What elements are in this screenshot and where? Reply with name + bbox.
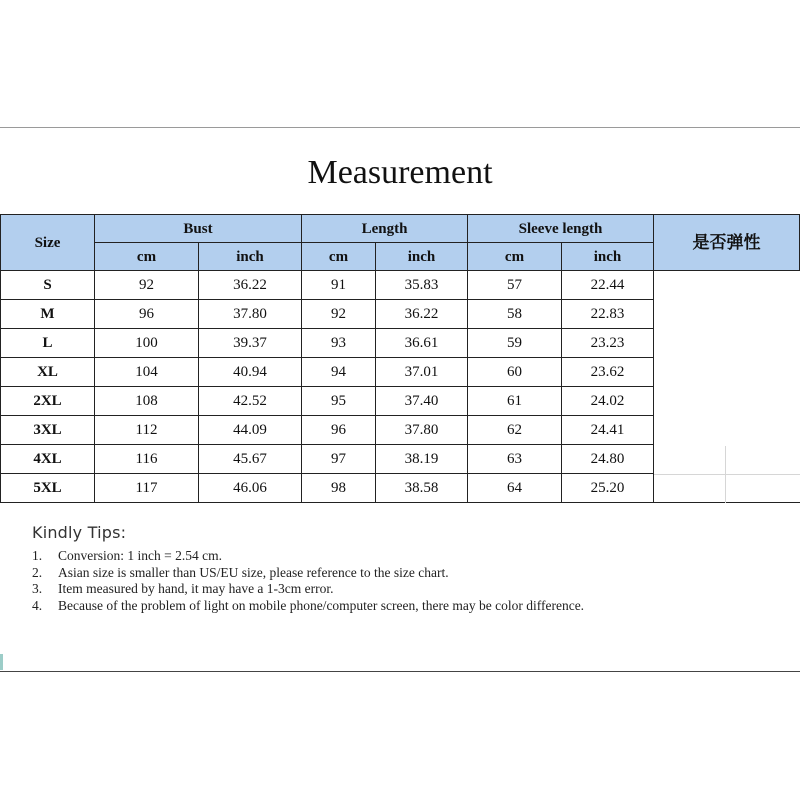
size-cell: M [1,300,95,329]
bust-inch-cell: 42.52 [199,387,302,416]
bust-inch-cell: 36.22 [199,271,302,300]
blank-cell [654,358,800,387]
length-cm-cell: 95 [302,387,376,416]
bust-cm-cell: 104 [95,358,199,387]
header-row-groups [1,215,800,243]
blank-cell [654,387,800,416]
sleeve-length-header: Sleeve length [468,215,654,243]
bust-inch-cell: 39.37 [199,329,302,358]
length-cm-cell: 92 [302,300,376,329]
bust-cm-cell: 116 [95,445,199,474]
sleeve-inch-cell: 25.20 [562,474,654,503]
table-row [1,271,800,300]
unit-header: inch [199,243,302,271]
sleeve-cm-cell: 61 [468,387,562,416]
sleeve-cm-cell: 57 [468,271,562,300]
size-cell: 4XL [1,445,95,474]
bust-inch-cell: 44.09 [199,416,302,445]
sleeve-cm-cell: 58 [468,300,562,329]
bust-cm-cell: 108 [95,387,199,416]
table-row [1,358,800,387]
bust-inch-cell: 45.67 [199,445,302,474]
tip-text: Conversion: 1 inch = 2.54 cm. [58,548,222,563]
length-cm-cell: 97 [302,445,376,474]
length-inch-cell: 36.61 [376,329,468,358]
length-cm-cell: 91 [302,271,376,300]
sleeve-inch-cell: 22.83 [562,300,654,329]
length-inch-cell: 38.58 [376,474,468,503]
sleeve-inch-cell: 24.41 [562,416,654,445]
unit-header: inch [562,243,654,271]
table-row [1,329,800,358]
bust-header: Bust [95,215,302,243]
tips-list [32,548,672,614]
unit-header: cm [468,243,562,271]
blank-cell [654,271,800,300]
sleeve-cm-cell: 59 [468,329,562,358]
blank-cell [654,445,800,474]
length-cm-cell: 93 [302,329,376,358]
sleeve-cm-cell: 62 [468,416,562,445]
table-row [1,387,800,416]
unit-header: inch [376,243,468,271]
sleeve-cm-cell: 60 [468,358,562,387]
table-row [1,445,800,474]
size-cell: 5XL [1,474,95,503]
size-cell: L [1,329,95,358]
tips-heading: Kindly Tips: [32,523,127,542]
sleeve-cm-cell: 63 [468,445,562,474]
sleeve-inch-cell: 23.23 [562,329,654,358]
bust-inch-cell: 37.80 [199,300,302,329]
tip-item [32,598,672,615]
table-row [1,474,800,503]
length-inch-cell: 35.83 [376,271,468,300]
bust-inch-cell: 40.94 [199,358,302,387]
tip-text: Item measured by hand, it may have a 1-3cm error. [58,581,334,596]
tip-number: 2. [32,564,43,580]
blank-cell [654,416,800,445]
unit-header: cm [302,243,376,271]
tip-number: 3. [32,581,43,596]
elasticity-header: 是否弹性 [654,215,800,271]
length-inch-cell: 37.01 [376,358,468,387]
sleeve-inch-cell: 24.02 [562,387,654,416]
sleeve-inch-cell: 22.44 [562,271,654,300]
table-row [1,416,800,445]
length-header: Length [302,215,468,243]
page-title: Measurement [307,154,493,191]
length-inch-cell: 36.22 [376,300,468,329]
size-cell: 2XL [1,387,95,416]
length-inch-cell: 38.19 [376,445,468,474]
tip-text: Asian size is smaller than US/EU size, please reference to the size chart. [58,564,449,580]
blank-cell [654,474,800,503]
length-cm-cell: 96 [302,416,376,445]
tip-text: Because of the problem of light on mobile phone/computer screen, there may be color difference. [58,597,585,613]
unit-header: cm [95,243,199,271]
sleeve-inch-cell: 24.80 [562,445,654,474]
tip-number: 4. [32,597,43,613]
bust-cm-cell: 96 [95,300,199,329]
tip-item [32,565,672,582]
tip-number: 1. [32,548,43,563]
bust-cm-cell: 112 [95,416,199,445]
bust-cm-cell: 117 [95,474,199,503]
size-cell: XL [1,358,95,387]
sleeve-inch-cell: 23.62 [562,358,654,387]
blank-cell [654,329,800,358]
blank-cell [654,300,800,329]
length-cm-cell: 98 [302,474,376,503]
sleeve-cm-cell: 64 [468,474,562,503]
size-cell: S [1,271,95,300]
bust-cm-cell: 92 [95,271,199,300]
size-table [0,214,800,503]
size-cell: 3XL [1,416,95,445]
tip-item [32,548,672,565]
bust-cm-cell: 100 [95,329,199,358]
bust-inch-cell: 46.06 [199,474,302,503]
size-header: Size [1,215,95,271]
tip-item [32,581,672,598]
length-inch-cell: 37.40 [376,387,468,416]
table-row [1,300,800,329]
edge-accent [0,654,3,670]
length-cm-cell: 94 [302,358,376,387]
length-inch-cell: 37.80 [376,416,468,445]
